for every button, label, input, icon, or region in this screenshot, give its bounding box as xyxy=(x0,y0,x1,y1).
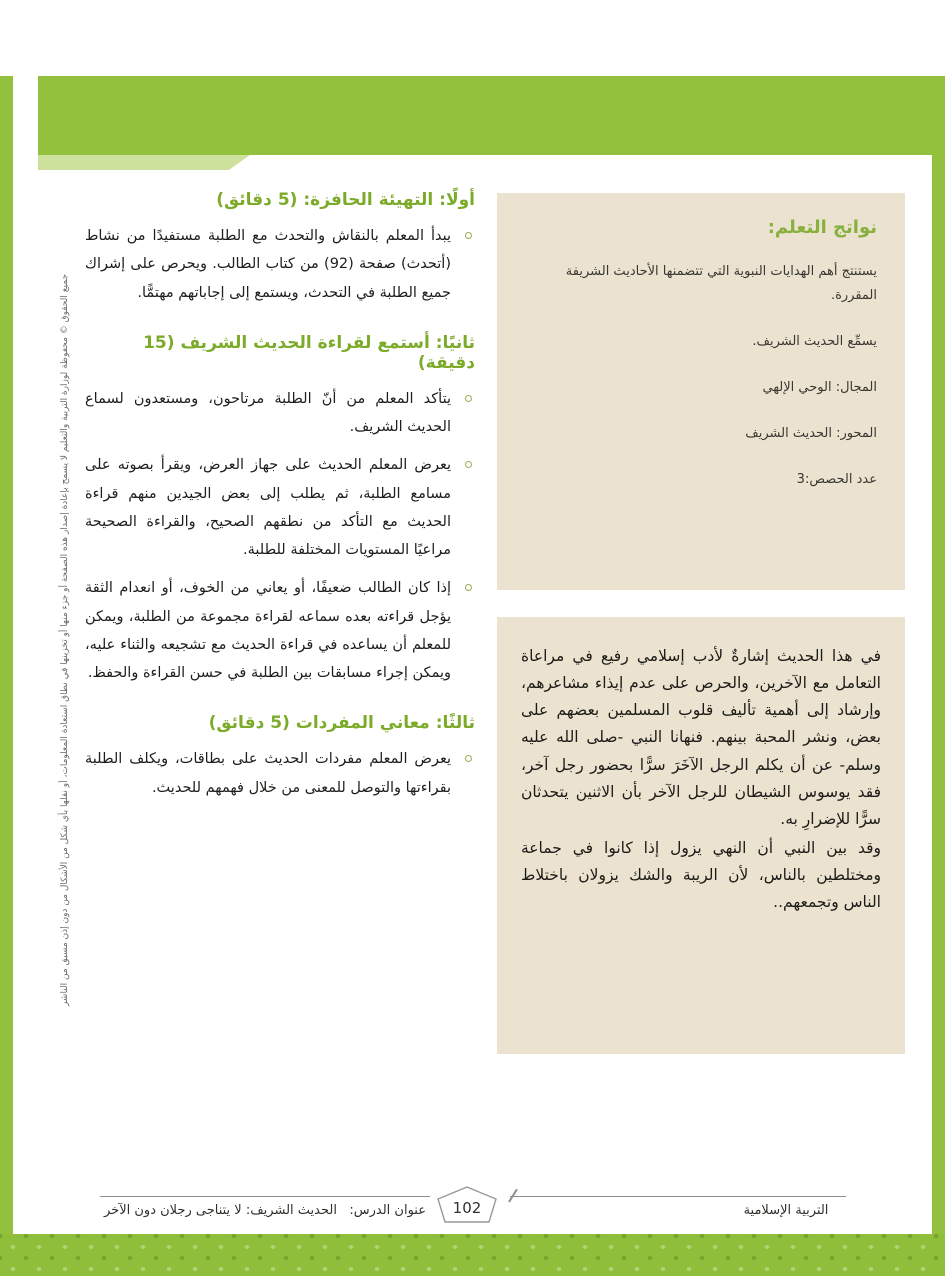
bullet-dot-icon xyxy=(465,755,472,762)
section-vocabulary xyxy=(85,713,475,802)
bullet-text: إذا كان الطالب ضعيفًا، أو يعاني من الخوف، أو انعدام الثقة يؤجل قراءته بعده سماعه لقراءة مجموعة من الطلبة، ويمكن للمعلم أن يساعده في قراءة الحديث مع تشجيعه والثناء عليه، ويمكن إجراء مسابقات بين الطلبة في حسن القراءة والحفظ. xyxy=(85,580,451,682)
outcome-item: يسمِّع الحديث الشريف. xyxy=(752,334,877,350)
bullet-item xyxy=(85,745,475,802)
bullet-item xyxy=(85,574,475,687)
outcome-item: المجال: الوحي الإلهي xyxy=(762,380,877,396)
footer-subject: التربية الإسلامية xyxy=(743,1203,829,1218)
right-border-bar xyxy=(932,76,945,1276)
outcome-item: المحور: الحديث الشريف xyxy=(745,426,877,442)
lesson-label: عنوان الدرس: xyxy=(349,1203,426,1218)
footer-rule-left xyxy=(100,1196,430,1197)
bullet-text: يتأكد المعلم من أنّ الطلبة مرتاحون، ومستعدون لسماع الحديث الشريف. xyxy=(85,390,451,436)
header-band-tail xyxy=(38,155,250,170)
bullet-text: يعرض المعلم الحديث على جهاز العرض، ويقرأ بصوته على مسامع الطلبة، ثم يطلب إلى بعض الجيدين منهم قراءة الحديث مع التأكد من نطقهم الصحيح، والقراءة الصحيحة مراعيًا المستويات المختلفة للطلبة. xyxy=(85,457,451,559)
bullet-item xyxy=(85,385,475,442)
left-border-bar xyxy=(0,76,13,1276)
page-number: 102 xyxy=(452,1199,482,1217)
bullet-item xyxy=(85,222,475,307)
section-heading: ثالثًا: معاني المفردات (5 دقائق) xyxy=(208,713,475,734)
footer-rule-right xyxy=(510,1196,846,1197)
page-number-badge xyxy=(432,1184,502,1226)
section-heading: أولًا: التهيئة الحافزة: (5 دقائق) xyxy=(216,190,475,210)
lesson-plan-column xyxy=(85,190,475,812)
bullet-dot-icon xyxy=(465,461,472,468)
section-listening xyxy=(85,333,475,688)
bullet-text: يعرض المعلم مفردات الحديث على بطاقات، ويكلف الطلبة بقراءتها والتوصل للمعنى من خلال فهمهم للحديث. xyxy=(85,751,451,796)
learning-outcomes-box xyxy=(497,193,905,590)
section-warmup xyxy=(85,190,475,307)
section-heading: ثانيًا: أستمع لقراءة الحديث الشريف (15 دقيقة) xyxy=(143,332,475,373)
hadith-explanation-box xyxy=(497,617,905,1054)
bullet-dot-icon xyxy=(465,232,472,239)
learning-outcomes-title: نواتج التعلم: xyxy=(767,217,877,238)
footer-lesson-title xyxy=(100,1203,430,1218)
lesson-title: الحديث الشريف: لا يتناجى رجلان دون الآخر xyxy=(104,1203,337,1218)
bullet-text: يبدأ المعلم بالنقاش والتحدث مع الطلبة مستفيدًا من نشاط (أتحدث) صفحة (92) من كتاب الطالب. ويحرص على إشراك جميع الطلبة في التحدث، ويستمع إلى إجاباتهم مهتمًّا. xyxy=(85,228,451,301)
bullet-item xyxy=(85,451,475,564)
hadith-paragraph: وقد بين النبي أن النهي يزول إذا كانوا في جماعة ومختلطين بالناس، لأن الريبة والشك يزولان باختلاط الناس وتجمعهم.. xyxy=(521,838,881,912)
footer-pattern-band xyxy=(0,1234,945,1276)
outcome-item: يستنتج أهم الهدايات النبوية التي تتضمنها الأحاديث الشريفة المقررة. xyxy=(565,264,877,304)
hadith-paragraph: في هذا الحديث إشارةٌ لأدب إسلامي رفيع في مراعاة التعامل مع الآخرين، والحرص على عدم إيذاء مشاعرهم، وإرشاد إلى أهمية تأليف قلوب المسلمين بعضهم على بعض، ونشر المحبة بينهم. فنهانا النبي -صلى الله عليه وسلم- عن أن يكلم الرجل الآخَرَ سرًّا بحضور رجل آخر، فقد يوسوس الشيطان للرجل الآخر بأن الاثنين يتحدثان سرًّا للإضرارِ به. xyxy=(521,647,881,828)
header-band xyxy=(38,76,945,155)
copyright-vertical-text: جميع الحقوق © محفوظة لوزارة التربية والتعليم لا يسمح بإعادة إصدار هذه الصفحة أو جزء منها أو تخزينها في نطاق استعادة المعلومات، أو نقلها بأي شكل من الأشكال من دون إذن مسبق من الناشر xyxy=(60,273,70,1007)
outcome-item: عدد الحصص:3 xyxy=(796,472,877,488)
bullet-dot-icon xyxy=(465,395,472,402)
bullet-dot-icon xyxy=(465,584,472,591)
